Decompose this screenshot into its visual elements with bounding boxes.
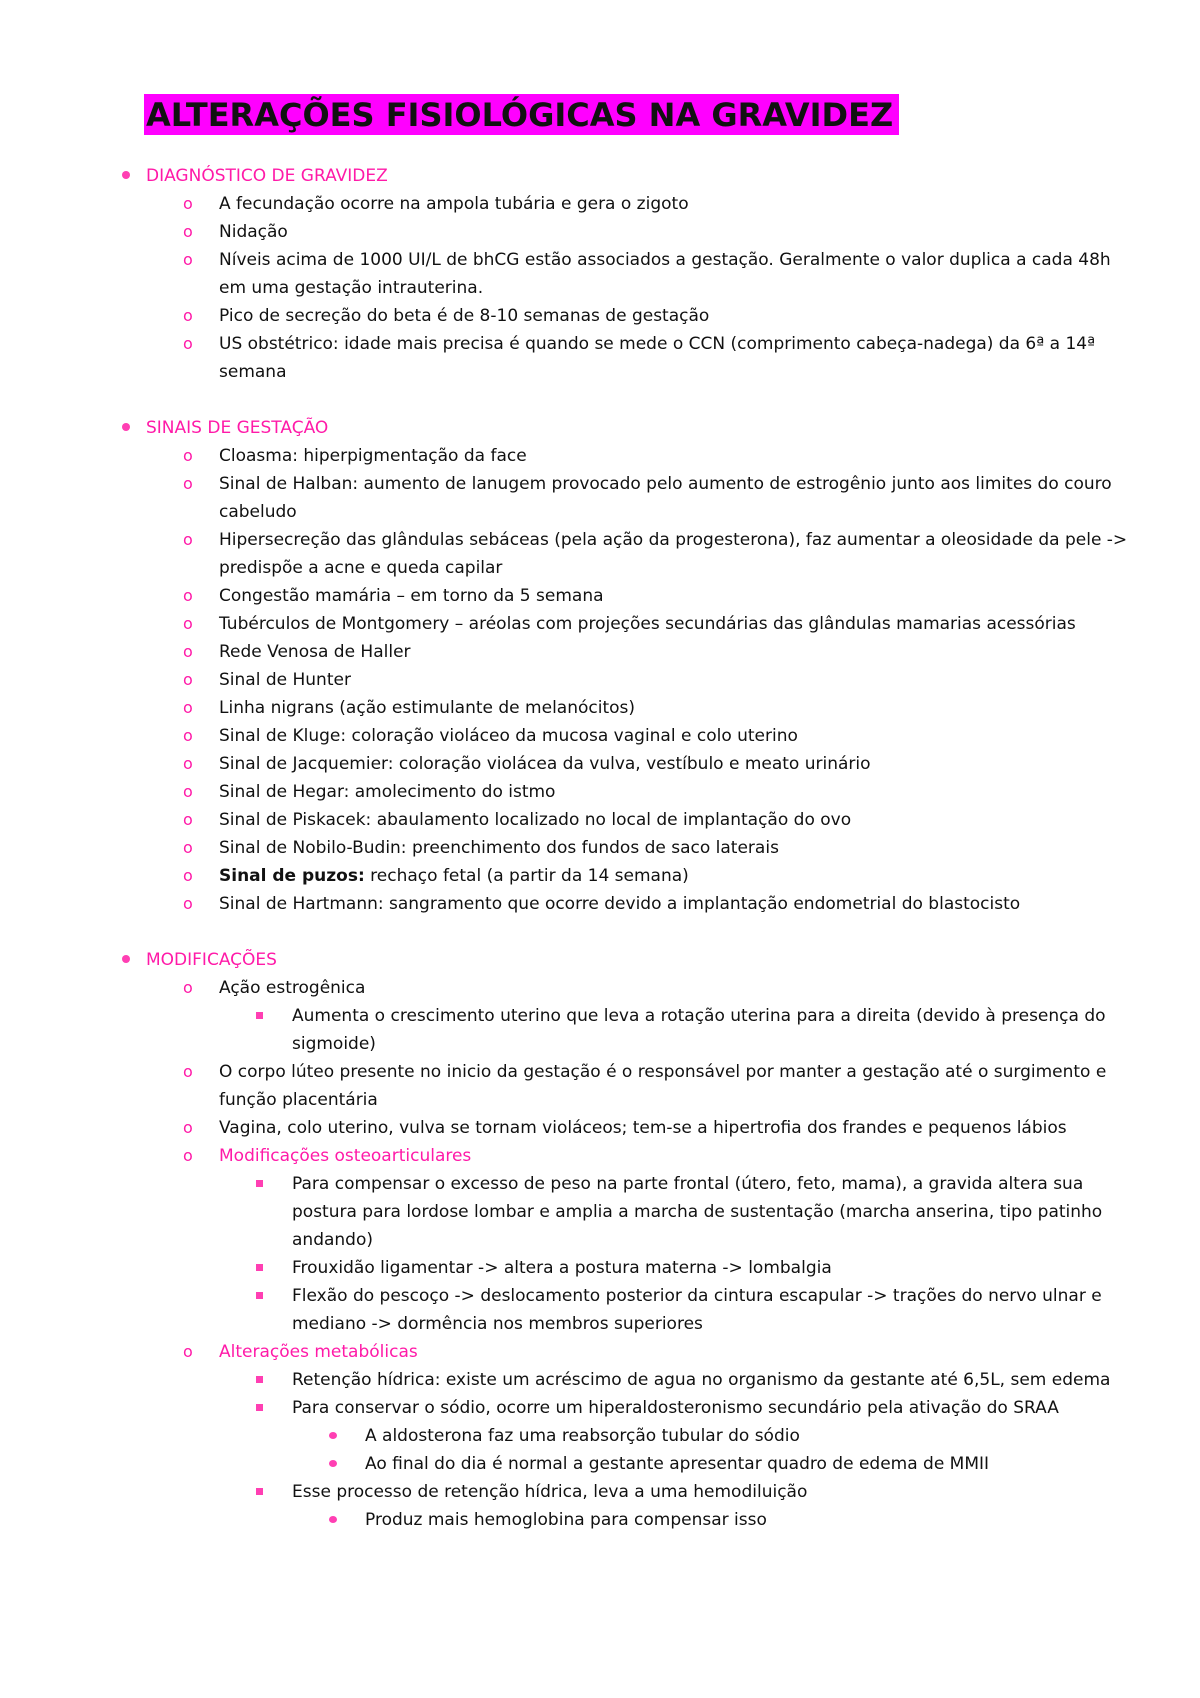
list-item: o Congestão mamária – em torno da 5 semana	[0, 582, 1200, 610]
dot-bullet-icon	[329, 1460, 337, 1467]
section-modificacoes	[0, 946, 1200, 1534]
list-item	[0, 1338, 1200, 1366]
list-item: o Vagina, colo uterino, vulva se tornam violáceos; tem-se a hipertrofia dos frandes e pequenos lábios	[0, 1114, 1200, 1142]
dot-bullet-icon	[329, 1432, 337, 1439]
list-item: o US obstétrico: idade mais precisa é quando se mede o CCN (comprimento cabeça-nadega) da 6ª a 14ª semana	[0, 330, 1200, 386]
sub-list-item: Para conservar o sódio, ocorre um hiperaldosteronismo secundário pela ativação do SRAA	[0, 1394, 1200, 1422]
circle-bullet-icon: o	[183, 670, 193, 689]
list-item: o Sinal de Halban: aumento de lanugem provocado pelo aumento de estrogênio junto aos limites do couro cabeludo	[0, 470, 1200, 526]
section-heading	[0, 162, 1200, 190]
circle-bullet-icon: o	[183, 810, 193, 829]
list-item: o Ação estrogênica	[0, 974, 1200, 1002]
bold-term: Sinal de puzos:	[219, 866, 365, 886]
section-diagnostico	[0, 162, 1200, 386]
circle-bullet-icon: o	[183, 1118, 193, 1137]
sub-list-item: Frouxidão ligamentar -> altera a postura materna -> lombalgia	[0, 1254, 1200, 1282]
circle-bullet-icon: o	[183, 194, 193, 213]
circle-bullet-icon: o	[183, 894, 193, 913]
list-item: o Rede Venosa de Haller	[0, 638, 1200, 666]
square-bullet-icon	[256, 1488, 263, 1495]
section-heading-text: DIAGNÓSTICO DE GRAVIDEZ	[146, 166, 388, 186]
circle-bullet-icon: o	[183, 306, 193, 325]
circle-bullet-icon: o	[183, 1062, 193, 1081]
list-item: o O corpo lúteo presente no inicio da gestação é o responsável por manter a gestação até o surgimento e função placentária	[0, 1058, 1200, 1114]
sub-list-item: Esse processo de retenção hídrica, leva a uma hemodiluição	[0, 1478, 1200, 1506]
square-bullet-icon	[256, 1404, 263, 1411]
list-item: o Pico de secreção do beta é de 8-10 semanas de gestação	[0, 302, 1200, 330]
list-item: o Cloasma: hiperpigmentação da face	[0, 442, 1200, 470]
sub-list-item: Flexão do pescoço -> deslocamento posterior da cintura escapular -> trações do nervo ulnar e mediano -> dormência nos membros superiores	[0, 1282, 1200, 1338]
list-item: o Sinal de Jacquemier: coloração violácea da vulva, vestíbulo e meato urinário	[0, 750, 1200, 778]
subheading: Modificações osteoarticulares	[219, 1146, 472, 1166]
circle-bullet-icon: o	[183, 446, 193, 465]
circle-bullet-icon: o	[183, 334, 193, 353]
circle-bullet-icon: o	[183, 1146, 193, 1165]
list-item: o Linha nigrans (ação estimulante de melanócitos)	[0, 694, 1200, 722]
square-bullet-icon	[256, 1012, 263, 1019]
square-bullet-icon	[256, 1292, 263, 1299]
sub-sub-list-item: A aldosterona faz uma reabsorção tubular do sódio	[0, 1422, 1200, 1450]
sub-list-item: Aumenta o crescimento uterino que leva a rotação uterina para a direita (devido à presença do sigmoide)	[0, 1002, 1200, 1058]
circle-bullet-icon: o	[183, 222, 193, 241]
circle-bullet-icon: o	[183, 754, 193, 773]
circle-bullet-icon: o	[183, 1342, 193, 1361]
sub-sub-list-item: Produz mais hemoglobina para compensar isso	[0, 1506, 1200, 1534]
section-heading	[0, 946, 1200, 974]
page-title: ALTERAÇÕES FISIOLÓGICAS NA GRAVIDEZ	[144, 94, 899, 135]
list-item: o Sinal de puzos: rechaço fetal (a partir da 14 semana)	[0, 862, 1200, 890]
sub-list-item: Retenção hídrica: existe um acréscimo de agua no organismo da gestante até 6,5L, sem edema	[0, 1366, 1200, 1394]
list-item: o Nidação	[0, 218, 1200, 246]
circle-bullet-icon: o	[183, 250, 193, 269]
document-body	[0, 162, 1200, 1562]
list-item: o Sinal de Nobilo-Budin: preenchimento dos fundos de saco laterais	[0, 834, 1200, 862]
section-heading	[0, 414, 1200, 442]
list-item: o A fecundação ocorre na ampola tubária e gera o zigoto	[0, 190, 1200, 218]
circle-bullet-icon: o	[183, 782, 193, 801]
list-item: o Sinal de Hegar: amolecimento do istmo	[0, 778, 1200, 806]
sub-sub-list-item: Ao final do dia é normal a gestante apresentar quadro de edema de MMII	[0, 1450, 1200, 1478]
circle-bullet-icon: o	[183, 586, 193, 605]
square-bullet-icon	[256, 1180, 263, 1187]
list-item: o Sinal de Piskacek: abaulamento localizado no local de implantação do ovo	[0, 806, 1200, 834]
section-heading-text: SINAIS DE GESTAÇÃO	[146, 418, 329, 438]
list-item: o Tubérculos de Montgomery – aréolas com projeções secundárias das glândulas mamarias acessórias	[0, 610, 1200, 638]
circle-bullet-icon: o	[183, 530, 193, 549]
square-bullet-icon	[256, 1264, 263, 1271]
list-item: o Níveis acima de 1000 UI/L de bhCG estão associados a gestação. Geralmente o valor duplica a cada 48h em uma gestação intrauterina.	[0, 246, 1200, 302]
bullet-dot-icon	[122, 171, 130, 179]
list-item: o Sinal de Hunter	[0, 666, 1200, 694]
list-item	[0, 1142, 1200, 1170]
circle-bullet-icon: o	[183, 642, 193, 661]
circle-bullet-icon: o	[183, 614, 193, 633]
square-bullet-icon	[256, 1376, 263, 1383]
circle-bullet-icon: o	[183, 866, 193, 885]
subheading: Alterações metabólicas	[219, 1342, 418, 1362]
section-heading-text: MODIFICAÇÕES	[146, 950, 277, 970]
list-item: o Hipersecreção das glândulas sebáceas (pela ação da progesterona), faz aumentar a oleosidade da pele -> predispõe a acne e queda capilar	[0, 526, 1200, 582]
section-sinais	[0, 414, 1200, 918]
bullet-dot-icon	[122, 955, 130, 963]
circle-bullet-icon: o	[183, 838, 193, 857]
list-item: o Sinal de Kluge: coloração violáceo da mucosa vaginal e colo uterino	[0, 722, 1200, 750]
circle-bullet-icon: o	[183, 978, 193, 997]
list-item: o Sinal de Hartmann: sangramento que ocorre devido a implantação endometrial do blastocisto	[0, 890, 1200, 918]
circle-bullet-icon: o	[183, 726, 193, 745]
bullet-dot-icon	[122, 423, 130, 431]
circle-bullet-icon: o	[183, 474, 193, 493]
circle-bullet-icon: o	[183, 698, 193, 717]
sub-list-item: Para compensar o excesso de peso na parte frontal (útero, feto, mama), a gravida altera sua postura para lordose lombar e amplia a marcha de sustentação (marcha anserina, tipo patinho andando)	[0, 1170, 1200, 1254]
dot-bullet-icon	[329, 1516, 337, 1523]
